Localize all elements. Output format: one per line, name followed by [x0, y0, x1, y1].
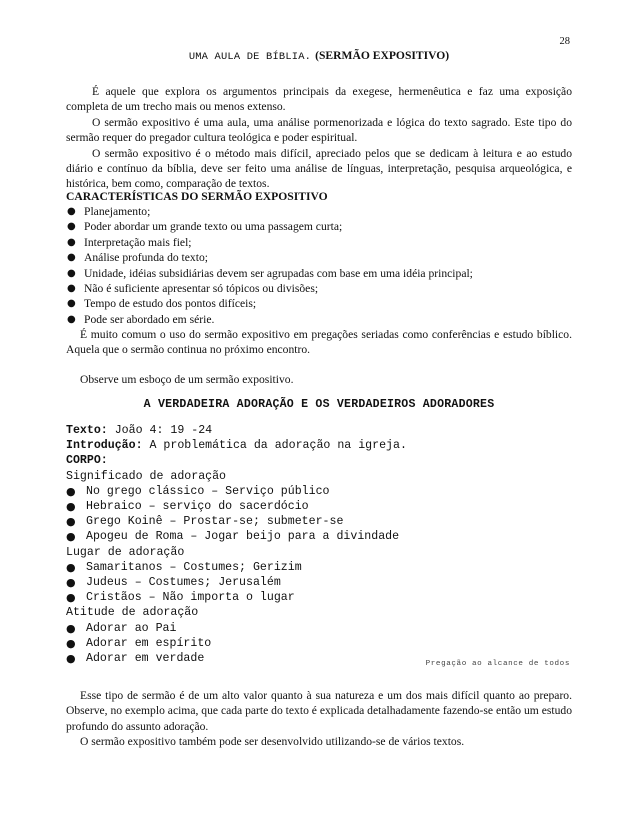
list-item: ● Pode ser abordado em série.	[67, 312, 215, 326]
list-item: ● Adorar ao Pai	[66, 621, 177, 635]
intro-section	[66, 84, 572, 192]
sermon-title: A VERDADEIRA ADORAÇÃO E OS VERDADEIROS ADORADORES	[143, 398, 495, 411]
texto-label: Texto:	[66, 424, 108, 437]
list-item: ● Grego Koinê – Prostar-se; submeter-se	[66, 515, 344, 529]
footer-note: Pregação ao alcance de todos	[425, 660, 570, 668]
list-item: ● Hebraico – serviço do sacerdócio	[66, 500, 309, 514]
bullet-icon: ●	[66, 636, 76, 650]
bullet-icon: ●	[67, 313, 76, 325]
usage-paragraph: É muito comum o uso do sermão expositivo em pregações seriadas como conferências e estudo bíblico. Aquela que o sermão continua no próximo encontro.	[66, 328, 572, 357]
list-item: ● Análise profunda do texto;	[67, 251, 208, 265]
characteristics-list	[66, 204, 572, 327]
list-item: ● Adorar em espírito	[66, 636, 212, 650]
bullet-icon: ●	[66, 591, 76, 605]
document-title	[0, 46, 638, 64]
section-heading: Lugar de adoração	[66, 545, 185, 559]
bullet-icon: ●	[67, 236, 76, 248]
bullet-icon: ●	[67, 221, 76, 233]
bullet-icon: ●	[67, 283, 76, 295]
observe-section	[66, 372, 572, 387]
introducao-value: A problemática da adoração na igreja.	[142, 439, 407, 453]
list-item: ● Judeus – Costumes; Jerusalém	[66, 576, 281, 590]
introducao-label: Introdução:	[66, 439, 143, 453]
bullet-icon: ●	[66, 560, 76, 574]
list-item: ● Unidade, idéias subsidiárias devem ser agrupadas com base em uma idéia principal;	[67, 266, 473, 280]
list-item: ● Samaritanos – Costumes; Gerizim	[66, 560, 302, 574]
sermon-outline	[66, 423, 572, 666]
title-mono: UMA AULA DE BÍBLIA.	[188, 51, 312, 63]
page-number: 28	[559, 36, 570, 47]
list-item: ● Apogeu de Roma – Jogar beijo para a divindade	[66, 530, 400, 544]
bullet-icon: ●	[66, 530, 76, 544]
characteristics-heading: CARACTERÍSTICAS DO SERMÃO EXPOSITIVO	[66, 190, 328, 203]
list-item: ● Interpretação mais fiel;	[67, 235, 192, 249]
list-item: ● No grego clássico – Serviço público	[66, 484, 330, 498]
list-item: ● Cristãos – Não importa o lugar	[66, 591, 295, 605]
closing-paragraph: O sermão expositivo também pode ser desenvolvido utilizando-se de vários textos.	[80, 735, 465, 749]
list-item: ● Adorar em verdade	[66, 652, 205, 666]
bullet-icon: ●	[67, 206, 76, 217]
intro-paragraph: É aquele que explora os argumentos principais da exegese, hermenêutica e faz uma exposição completa de um trecho mais ou menos extenso.	[66, 85, 572, 114]
list-item: ● Poder abordar um grande texto ou uma passagem curta;	[67, 220, 343, 234]
section-heading: Atitude de adoração	[66, 606, 199, 620]
bullet-icon: ●	[66, 576, 76, 590]
texto-line	[66, 423, 572, 438]
closing-section	[66, 688, 572, 750]
introducao-line	[66, 438, 572, 453]
usage-section	[66, 327, 572, 358]
list-item: ● Tempo de estudo dos pontos difíceis;	[67, 297, 257, 311]
intro-paragraph: O sermão expositivo é uma aula, uma análise pormenorizada e lógica do texto sagrado. Este tipo do sermão requer do pregador cultura teológica e poder espiritual.	[66, 115, 572, 145]
bullet-icon: ●	[67, 267, 76, 279]
bullet-icon: ●	[66, 500, 76, 514]
bullet-icon: ●	[66, 515, 76, 529]
intro-paragraph: O sermão expositivo é o método mais difícil, apreciado pelos que se dedicam à leitura e ao estudo diário e contínuo da bíblia, deve ser feito uma análise de línguas, interpretação, pesquisa arqueológica, e histórica, bem como, comparação de textos.	[66, 146, 572, 191]
section-heading: Significado de adoração	[66, 469, 227, 483]
texto-value: João 4: 19 -24	[107, 424, 213, 437]
closing-paragraph: Esse tipo de sermão é de um alto valor quanto à sua natureza e um dos mais difícil quanto ao preparo. Observe, no exemplo acima, que cada parte do texto é explicada detalhadamente fazendo-se então um estudo profundo do assunto adoração.	[66, 689, 572, 733]
bullet-icon: ●	[67, 298, 76, 310]
title-bold: (SERMÃO EXPOSITIVO)	[315, 49, 450, 62]
observe-paragraph: Observe um esboço de um sermão expositivo.	[80, 373, 294, 386]
list-item: ● Não é suficiente apresentar só tópicos ou divisões;	[67, 282, 319, 296]
corpo-label: CORPO:	[66, 454, 108, 468]
bullet-icon: ●	[66, 484, 76, 498]
bullet-icon: ●	[66, 652, 76, 666]
bullet-icon: ●	[66, 621, 76, 635]
bullet-icon: ●	[67, 252, 76, 264]
list-item: ● Planejamento;	[67, 205, 151, 218]
